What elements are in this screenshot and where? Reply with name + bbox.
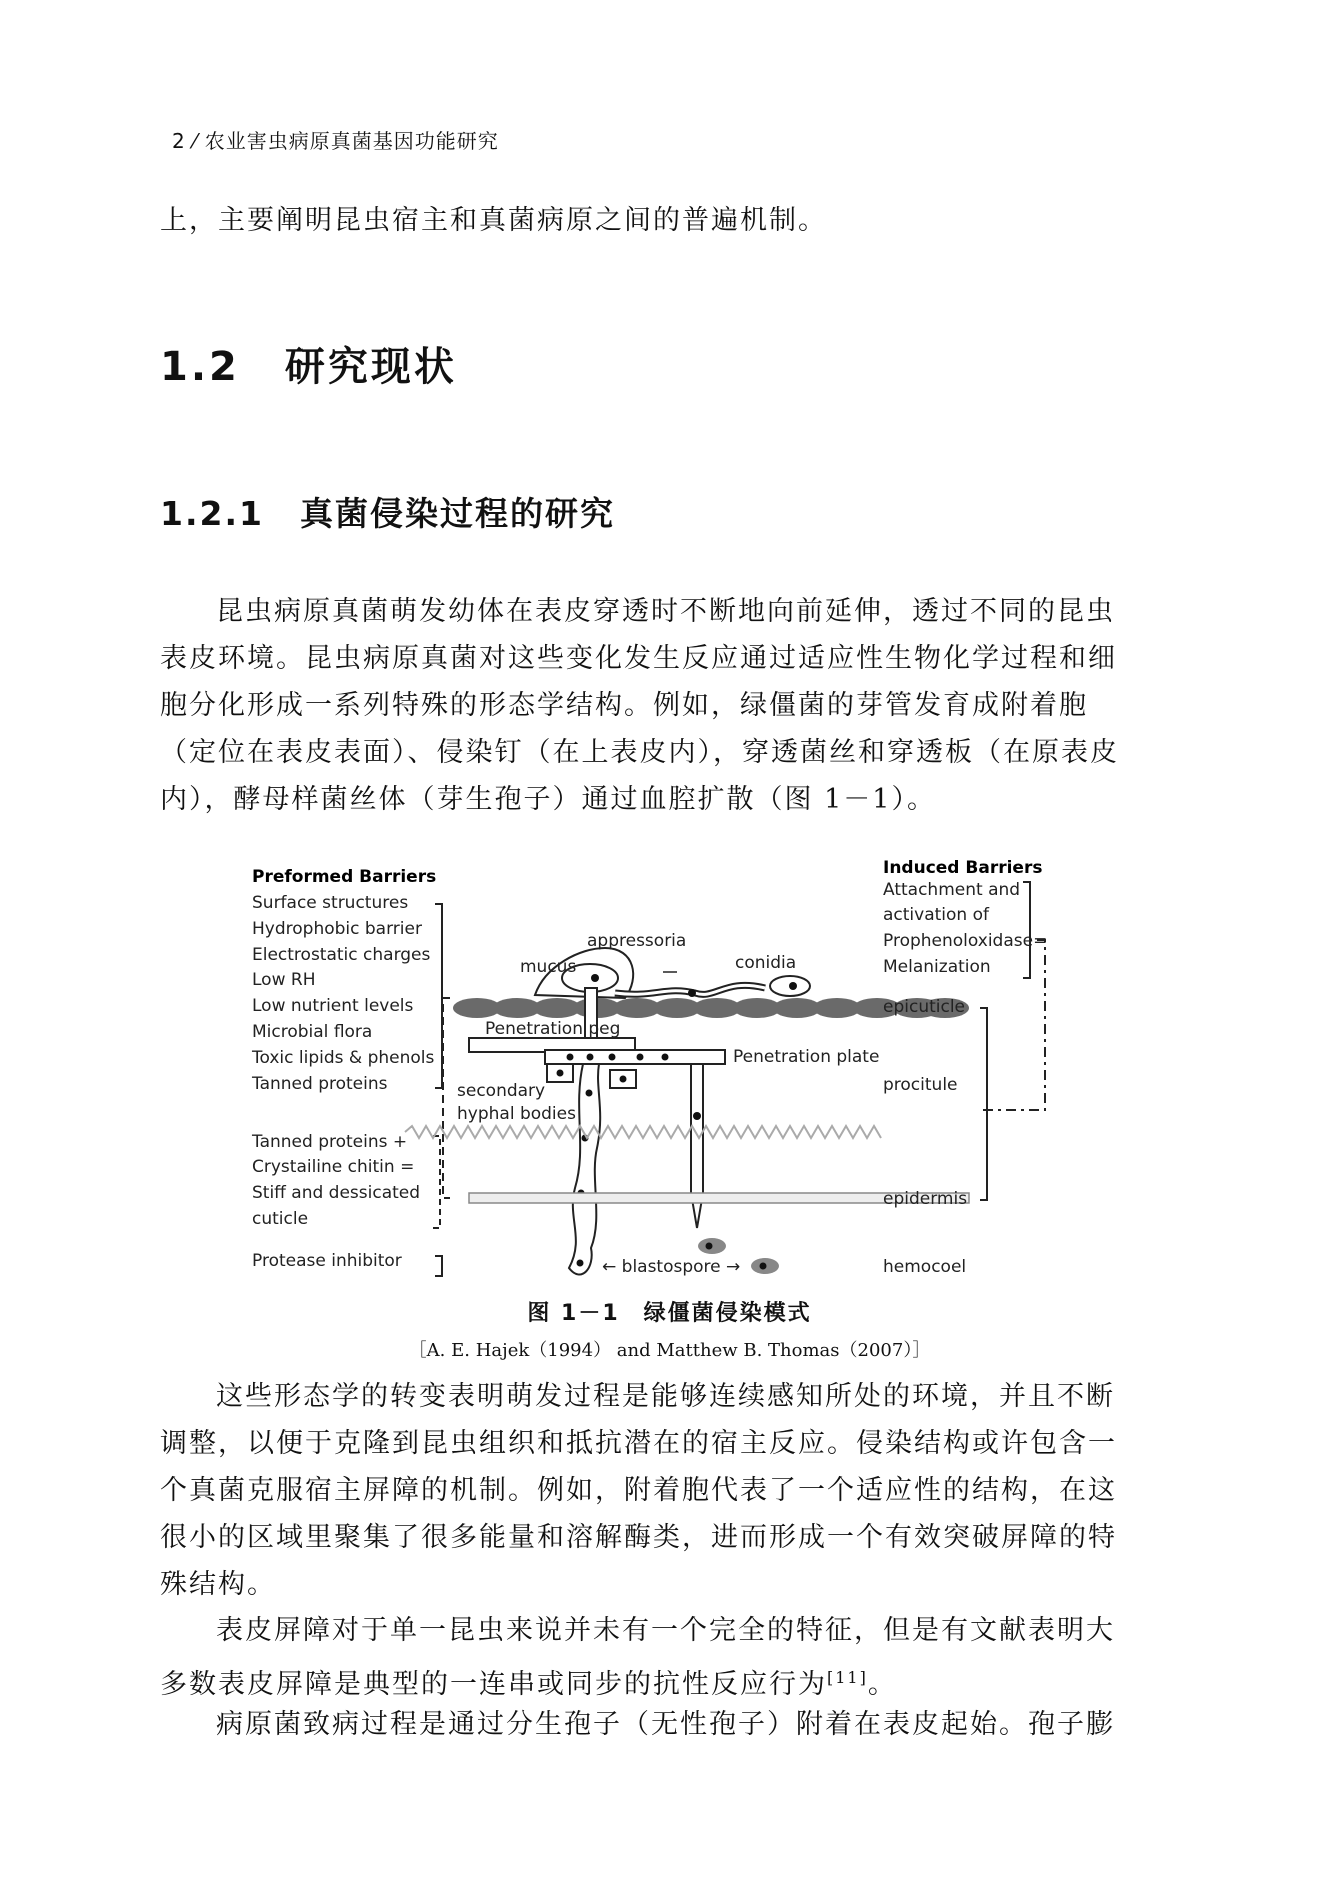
left-item: Protease inhibitor [252, 1251, 402, 1271]
paragraph-1-line: 表皮环境。昆虫病原真菌对这些变化发生反应通过适应性生物化学过程和细 [160, 643, 1117, 674]
paragraph-3-line: 表皮屏障对于单一昆虫来说并未有一个完全的特征，但是有文献表明大 [216, 1615, 1115, 1646]
paragraph-1-line: 内），酵母样菌丝体（芽生孢子）通过血腔扩散（图 1－1）。 [160, 784, 936, 815]
subsection-title: 真菌侵染过程的研究 [299, 494, 615, 533]
induced-barriers-title: Induced Barriers [883, 858, 1043, 878]
left-item: Hydrophobic barrier [252, 919, 422, 939]
bracket [435, 1256, 442, 1276]
bracket [443, 998, 450, 1198]
paragraph-2-line: 个真菌克服宿主屏障的机制。例如，附着胞代表了一个适应性的结构，在这 [160, 1475, 1117, 1506]
bracket [433, 1136, 440, 1228]
left-item: Low RH [252, 970, 316, 990]
paragraph-3-line [160, 1654, 1160, 1708]
paragraph-1-line: 昆虫病原真菌萌发幼体在表皮穿透时不断地向前延伸，透过不同的昆虫 [216, 596, 1115, 627]
appressoria-label: appressoria [587, 931, 687, 951]
paragraph-1-line: （定位在表皮表面）、侵染钉（在上表皮内），穿透菌丝和穿透板（在原表皮 [160, 737, 1119, 768]
paragraph-2-line: 调整，以便于克隆到昆虫组织和抵抗潜在的宿主反应。侵染结构或许包含一 [160, 1428, 1117, 1459]
procitule-label: procitule [883, 1075, 958, 1095]
citation-ref: [11] [827, 1668, 868, 1687]
left-item: Low nutrient levels [252, 996, 414, 1016]
blastospore-label: ← blastospore → [602, 1257, 741, 1277]
right-item: Attachment and [883, 880, 1021, 900]
left-item: cuticle [252, 1209, 309, 1229]
paragraph-3-end: 。 [867, 1669, 897, 1700]
paragraph-2-line: 殊结构。 [160, 1569, 276, 1600]
right-item: Melanization [883, 957, 991, 977]
procuticle-band [405, 1126, 881, 1138]
left-item: Toxic lipids & phenols [252, 1048, 435, 1068]
paragraph-3 [160, 1607, 1160, 1708]
left-item: Tanned proteins + [252, 1132, 408, 1152]
right-item: Prophenoloxidase= [883, 931, 1048, 951]
infection-diagram [245, 848, 1095, 1288]
left-item: Microbial flora [252, 1022, 373, 1042]
right-item: activation of [883, 905, 989, 925]
running-header: 2 ⁄ 农业害虫病原真菌基因功能研究 [172, 129, 499, 153]
secondary-hypha [569, 1064, 600, 1275]
epidermis-label: epidermis [883, 1189, 968, 1209]
section-title: 研究现状 [284, 344, 457, 390]
left-item: Tanned proteins [252, 1074, 388, 1094]
bracket [1023, 882, 1030, 978]
left-item: Stiff and dessicated [252, 1183, 421, 1203]
figure-caption: 图 1－1 绿僵菌侵染模式 [527, 1301, 812, 1326]
intro-line: 上，主要阐明昆虫宿主和真菌病原之间的普遍机制。 [160, 205, 827, 236]
section-number: 1.2 [160, 344, 240, 390]
paragraph-2-line: 这些形态学的转变表明萌发过程是能够连续感知所处的环境，并且不断 [216, 1381, 1115, 1412]
mucus-label: mucus [520, 957, 577, 977]
preformed-barriers-title: Preformed Barriers [252, 867, 437, 887]
paragraph-3-text: 多数表皮屏障是典型的一连串或同步的抗性反应行为 [160, 1669, 827, 1700]
section-heading [160, 335, 457, 392]
bracket [435, 904, 442, 1088]
hyphal-bodies-label: hyphal bodies [457, 1104, 576, 1124]
hemocoel-label: hemocoel [883, 1257, 967, 1277]
penetration-plate-label: Penetration plate [733, 1047, 880, 1067]
paragraph-1 [160, 588, 1160, 823]
figure-source: ［A. E. Hajek（1994） and Matthew B. Thomas（2007）］ [408, 1340, 931, 1361]
paragraph-1-line: 胞分化形成一系列特殊的形态学结构。例如，绿僵菌的芽管发育成附着胞 [160, 690, 1088, 721]
subsection-number: 1.2.1 [160, 494, 264, 533]
epicuticle-label: epicuticle [883, 997, 966, 1017]
left-item: Surface structures [252, 893, 409, 913]
paragraph-2 [160, 1373, 1160, 1608]
left-item: Crystailine chitin = [252, 1157, 415, 1177]
paragraph-2-line: 很小的区域里聚集了很多能量和溶解酶类，进而形成一个有效突破屏障的特 [160, 1522, 1117, 1553]
left-item: Electrostatic charges [252, 945, 431, 965]
secondary-label: secondary [457, 1081, 546, 1101]
bracket [983, 940, 1045, 1110]
subsection-heading [160, 488, 615, 535]
penetration-peg-label: Penetration peg [485, 1019, 621, 1039]
paragraph-4: 病原菌致病过程是通过分生孢子（无性孢子）附着在表皮起始。孢子膨 [216, 1709, 1115, 1740]
bracket [980, 1008, 987, 1200]
conidia-label: conidia [735, 953, 797, 973]
